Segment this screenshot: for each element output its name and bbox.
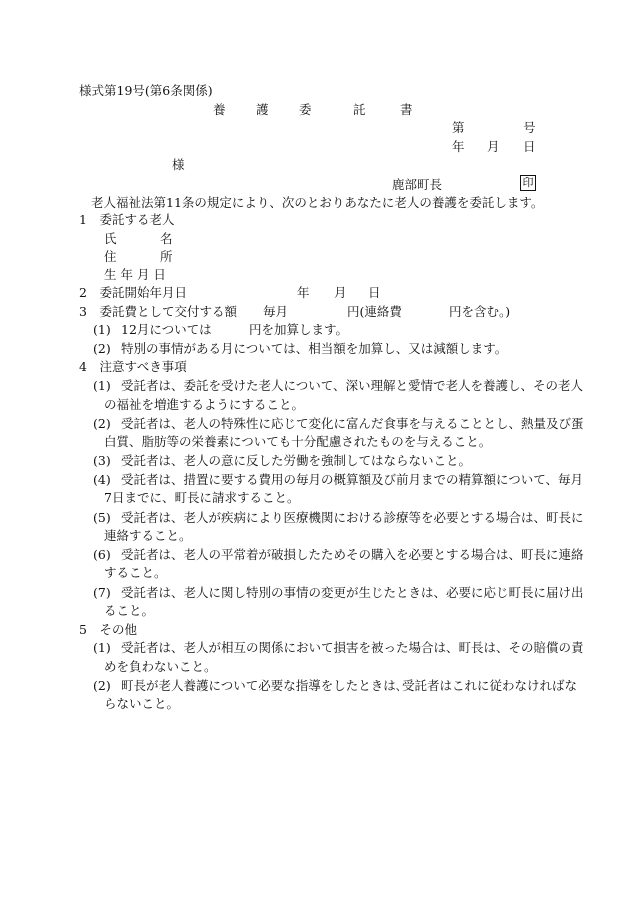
s4-item-line2: すること。 <box>104 565 167 580</box>
title-char: 書 <box>400 102 413 117</box>
s4-item-number: (4) <box>93 472 111 487</box>
s3-item1-number: (1) <box>93 322 111 337</box>
section5-heading: 5 その他 <box>79 622 137 637</box>
s4-item-line1: 受託者は、老人に関し特別の事情の変更が生じたときは、必要に応じ町長に届け出 <box>121 585 584 600</box>
s4-item-line1: 受託者は、老人の平常着が破損したためその購入を必要とする場合は、町長に連絡 <box>121 547 584 562</box>
title-char: 委 <box>299 102 312 117</box>
title-char: 託 <box>353 102 366 117</box>
s4-item-number: (7) <box>93 585 111 600</box>
s5-item-line1: 町長が老人養護について必要な指導をしたときは､受託者はこれに従わなければな <box>121 678 578 693</box>
s4-item-number: (5) <box>93 510 111 525</box>
s4-item-line2: 白質、脂肪等の栄養素についても十分配慮されたものを与えること。 <box>104 434 492 449</box>
s4-item-line1: 受託者は、老人が疾病により医療機関における診療等を必要とする場合は、町長に <box>121 510 584 525</box>
yen-contact-label: 円(連絡費 <box>347 304 402 319</box>
s5-item-number: (1) <box>93 640 111 655</box>
s4-item-line2: ること。 <box>104 603 155 618</box>
s4-item-line1: 受託者は、委託を受けた老人について、深い理解と愛情で老人を養護し、その老人 <box>121 378 584 393</box>
s4-item-line2: 連絡すること。 <box>104 528 192 543</box>
s4-item-number: (3) <box>93 453 111 468</box>
section2-heading: 2 委託開始年月日 <box>79 285 187 300</box>
s5-item-line1: 受託者は、老人が相互の関係において損害を被った場合は、町長は、その賠償の責 <box>121 640 584 655</box>
address-label-b: 所 <box>160 249 173 264</box>
s4-item-number: (2) <box>93 416 111 431</box>
section1-heading: 1 委託する老人 <box>79 212 175 227</box>
form-number: 様式第19号(第6条関係) <box>79 83 213 98</box>
s4-item-line1: 受託者は、老人の意に反した労働を強制してはならないこと。 <box>121 453 472 468</box>
s4-item-number: (6) <box>93 547 111 562</box>
date-day: 日 <box>523 139 536 154</box>
section3-heading: 3 委託費として交付する額 <box>79 304 237 319</box>
s4-item-line2: の福祉を増進するようにすること。 <box>104 397 305 412</box>
s3-item2-text: 特別の事情がある月については、相当額を加算し、又は減額します。 <box>121 341 508 356</box>
intro-text: 老人福祉法第11条の規定により、次のとおりあなたに老人の養護を委託します。 <box>91 195 544 210</box>
s3-item1-text-a: 12月については <box>121 322 212 337</box>
date-month: 月 <box>487 139 500 154</box>
name-label-b: 名 <box>160 231 173 246</box>
date-year: 年 <box>452 139 465 154</box>
start-month: 月 <box>334 285 347 300</box>
title-char: 養 <box>213 102 226 117</box>
s3-item1-text-b: 円を加算します。 <box>249 322 349 337</box>
s5-item-number: (2) <box>93 678 111 693</box>
doc-number-suffix: 号 <box>523 120 536 135</box>
birthdate-label: 生 年 月 日 <box>104 267 166 282</box>
start-year: 年 <box>297 285 310 300</box>
s4-item-line1: 受託者は、措置に要する費用の毎月の概算額及び前月までの精算額について、毎月 <box>121 472 584 487</box>
s4-item-line1: 受託者は、老人の特殊性に応じて変化に富んだ食事を与えることとし、熱量及び蛋 <box>121 416 584 431</box>
s3-item2-number: (2) <box>93 341 111 356</box>
issuer-name: 鹿部町長 <box>392 177 443 192</box>
start-day: 日 <box>368 285 381 300</box>
name-label-a: 氏 <box>104 231 117 246</box>
section4-heading: 4 注意すべき事項 <box>79 359 187 374</box>
monthly-label: 毎月 <box>263 304 289 319</box>
s4-item-number: (1) <box>93 378 111 393</box>
s5-item-line2: めを負わないこと。 <box>104 659 217 674</box>
seal-mark: 印 <box>520 175 536 191</box>
s5-item-line2: らないこと。 <box>104 696 180 711</box>
title-char: 護 <box>256 102 269 117</box>
yen-included-label: 円を含む。) <box>449 304 511 319</box>
address-label-a: 住 <box>104 249 117 264</box>
doc-number-prefix: 第 <box>452 120 465 135</box>
s4-item-line2: 7日までに、町長に請求すること。 <box>104 490 300 505</box>
addressee-honorific: 様 <box>172 157 185 172</box>
